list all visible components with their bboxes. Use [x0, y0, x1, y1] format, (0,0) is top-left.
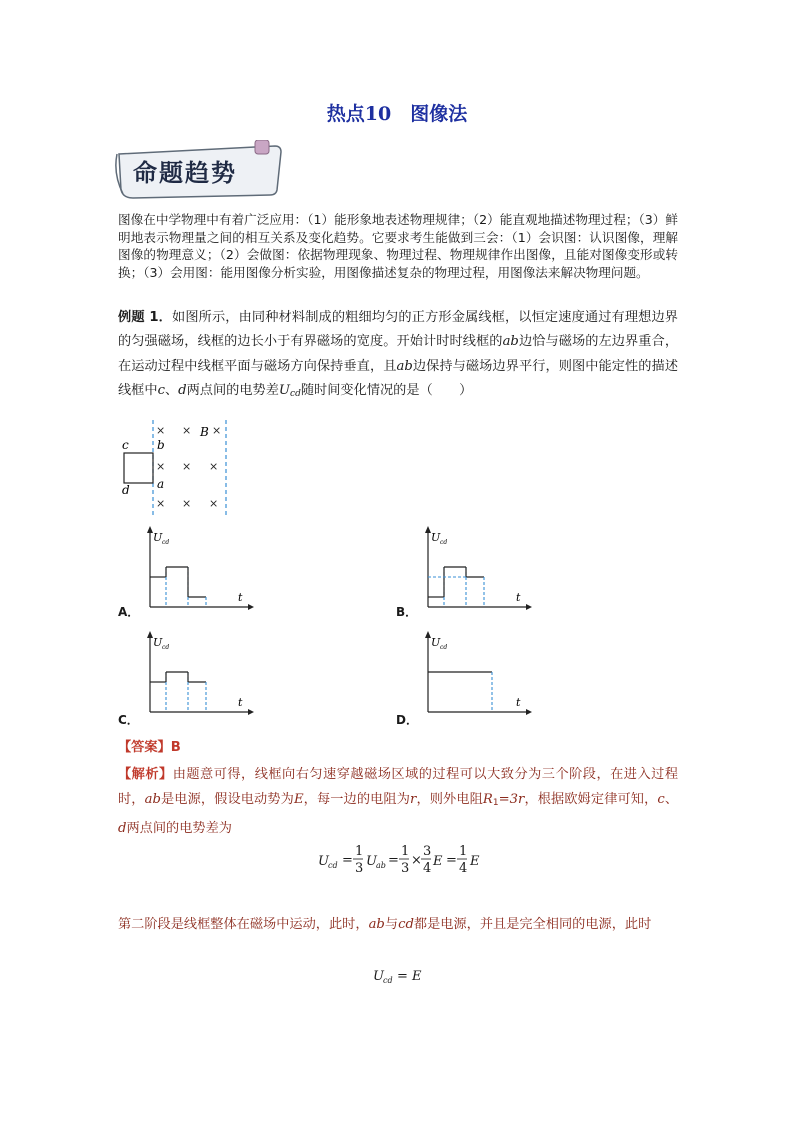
cross: × — [156, 424, 166, 437]
y-axis-label-sub: cd — [440, 539, 448, 546]
y-axis-label: U — [431, 531, 441, 544]
banner-text: 命题趋势 — [133, 158, 237, 187]
option-b-label: B． — [396, 605, 418, 619]
option-graph-b — [418, 525, 533, 617]
label-a: a — [157, 477, 165, 491]
svg-text:×: × — [411, 853, 422, 868]
x-axis-arrow — [248, 604, 254, 610]
banner-clip-icon — [255, 140, 269, 154]
svg-text:4: 4 — [459, 861, 468, 876]
option-graph-c — [140, 630, 255, 722]
svg-text:cd: cd — [383, 976, 393, 985]
question-1: 例题 1．如图所示，由同种材料制成的粗细均匀的正方形金属线框，以恒定速度通过有理想边界的匀强磁场，线框的边长小于有界磁场的宽度。开始计时时线框的ab边恰与磁场的左边界重合，在运动过程中线框平面与磁场方向保持垂直，且ab边保持与磁场边界平行，则图中能定性的描述线框中c、d两点间的电势差$U_{cd}$随时间变化情况的是（ ） — [118, 310, 679, 400]
intro-paragraph: 图像在中学物理中有着广泛应用：（1）能形象地表述物理规律；（2）能直观地描述物理过程；（3）鲜明地表示物理量之间的相互关系及变化趋势。它要求考生能做到三会：（1）会识图：认识图像，理解图像的物理意义；（2）会做图：依据物理现象、物理过程、物理规律作出图像，且能对图像变形或转换；（3）会用图：能用图像分析实验，用图像描述复杂的物理过程，用图像法来解决物理问题。 — [118, 212, 678, 280]
x-axis-arrow — [526, 709, 532, 715]
svg-text:U: U — [373, 969, 384, 984]
y-axis-label: U — [153, 636, 163, 649]
svg-text:1: 1 — [459, 844, 468, 859]
svg-text:4: 4 — [423, 861, 432, 876]
x-axis-label: t — [238, 591, 243, 604]
y-axis-label-sub: cd — [440, 644, 448, 651]
svg-text:=: = — [342, 853, 353, 868]
svg-text:=: = — [446, 853, 457, 868]
section-banner — [113, 140, 285, 202]
cross: × — [182, 460, 192, 473]
svg-text:E: E — [470, 854, 480, 869]
label-c: c — [122, 438, 129, 452]
svg-text:=: = — [388, 853, 399, 868]
svg-text:U: U — [318, 854, 329, 869]
cross: × — [156, 460, 166, 473]
option-graph-d — [418, 630, 533, 722]
label-B: B — [200, 425, 209, 439]
cross: × — [209, 497, 219, 510]
cross: × — [182, 424, 192, 437]
y-axis-label: U — [153, 531, 163, 544]
x-axis-label: t — [516, 591, 521, 604]
svg-text:1: 1 — [401, 844, 410, 859]
y-axis-label: U — [431, 636, 441, 649]
cross: × — [156, 497, 166, 510]
svg-text:U: U — [366, 854, 377, 869]
svg-text:3: 3 — [355, 861, 364, 876]
label-b: b — [157, 438, 165, 452]
y-axis-label-sub: cd — [162, 539, 170, 546]
cross: × — [209, 460, 219, 473]
answer-label: 【答案】 — [118, 740, 171, 755]
analysis-paragraph: 【解析】由题意可得，线框向右匀速穿越磁场区域的过程可以大致分为三个阶段，在进入过程时，ab是电源，假设电动势为E，每一边的电阻为r，则外电阻$R_1=3r$，根据欧姆定律可知，c、d两点间的电势差为 — [118, 767, 679, 836]
square-frame — [124, 453, 153, 483]
svg-text:1: 1 — [355, 844, 364, 859]
analysis-paragraph-2: 第二阶段是线框整体在磁场中运动，此时，ab与cd都是电源，并且是完全相同的电源，此时 — [118, 917, 652, 932]
formula-2 — [373, 964, 433, 988]
y-axis-label-sub: cd — [162, 644, 170, 651]
field-crosses — [156, 424, 221, 510]
x-axis-label: t — [238, 696, 243, 709]
svg-text:3: 3 — [423, 844, 432, 859]
magnetic-field-figure — [118, 418, 238, 518]
x-axis-arrow — [248, 709, 254, 715]
svg-text:3: 3 — [401, 861, 410, 876]
answer-value: B — [170, 740, 181, 755]
formula-1 — [318, 840, 488, 880]
question-label: 例题 1． — [118, 310, 172, 325]
answer — [118, 736, 181, 755]
x-axis-label: t — [516, 696, 521, 709]
svg-text:= E: = E — [397, 969, 422, 984]
page-title: 热点10 图像法 — [326, 103, 468, 125]
cross: × — [212, 424, 222, 437]
option-a-label: A． — [118, 605, 140, 619]
option-c-label: C． — [118, 713, 139, 727]
option-graph-a — [140, 525, 255, 617]
svg-text:ab: ab — [376, 861, 386, 870]
label-d: d — [122, 483, 130, 497]
cross: × — [182, 497, 192, 510]
x-axis-arrow — [526, 604, 532, 610]
svg-text:E: E — [433, 854, 443, 869]
option-d-label: D． — [396, 713, 418, 727]
svg-text:cd: cd — [328, 861, 338, 870]
